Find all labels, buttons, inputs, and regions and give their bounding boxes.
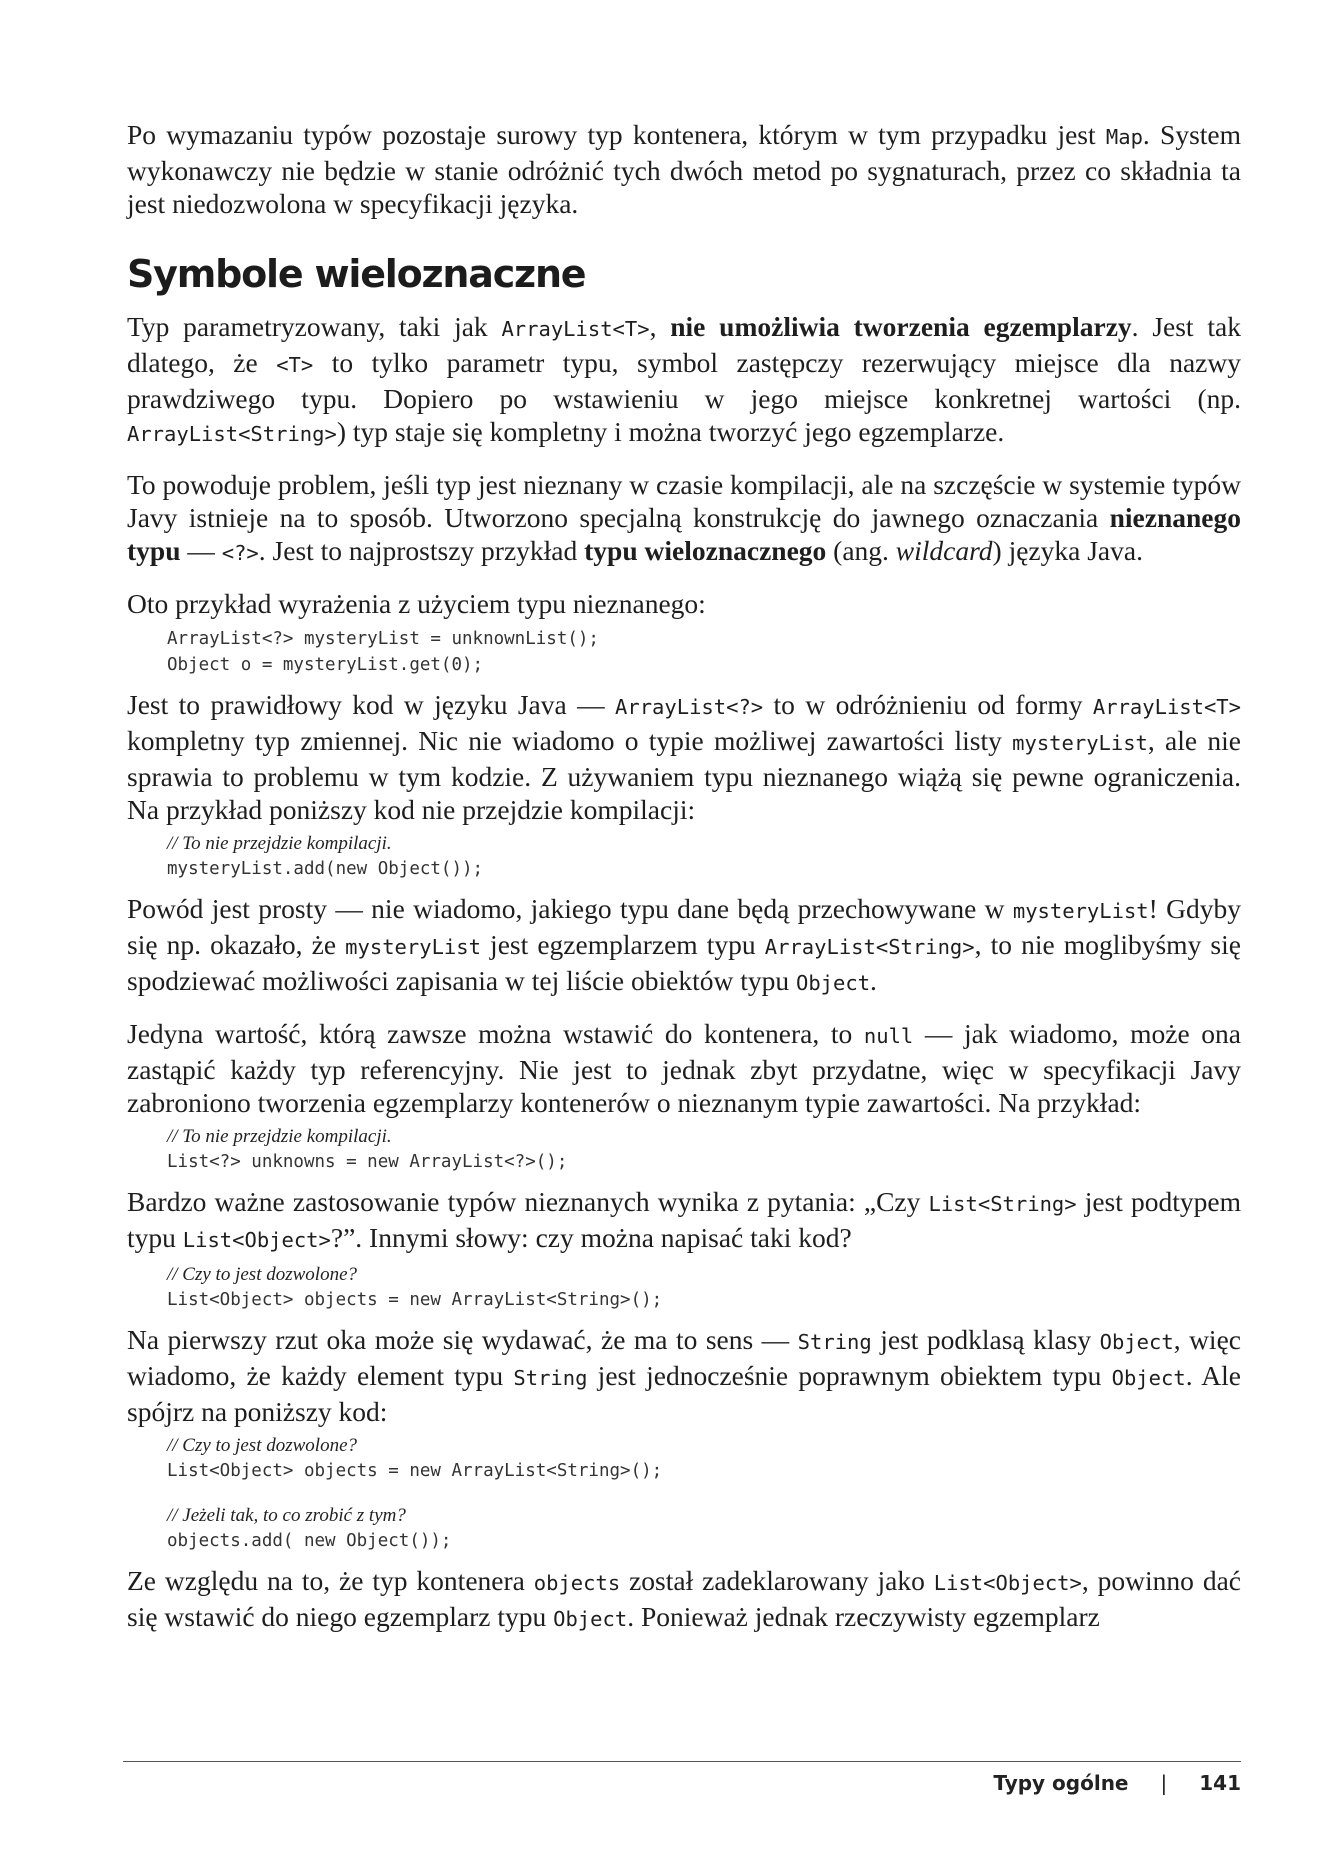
text: jest podklasą klasy [871,1324,1100,1355]
paragraph-4: Oto przykład wyrażenia z użyciem typu nieznanego: [127,588,706,619]
page-footer [993,1771,1241,1795]
text: Jedyna wartość, którą zawsze można wstawić do kontenera, to [127,1018,864,1049]
inline-code: <?> [221,541,259,565]
footer-section-title: Typy ogólne [993,1771,1129,1795]
code-line: List<?> unknowns = new ArrayList<?>(); [167,1152,568,1172]
text: Typ parametryzowany, taki jak [127,311,502,342]
section-heading: Symbole wieloznaczne [127,252,586,296]
text: ! Gdyby się np. okazało, że [127,893,1241,960]
inline-code: ArrayList<String> [764,935,975,959]
inline-code: mysteryList [1012,899,1149,923]
code-comment: // To nie przejdzie kompilacji. [167,1126,392,1147]
bold-text: typu wieloznacznego [584,535,827,566]
inline-code: ArrayList<T> [501,317,650,341]
text: Bardzo ważne zastosowanie typów nieznanych wynika z pytania: „Czy [127,1186,929,1217]
paragraph-6 [127,892,1241,1000]
code-comment: // Czy to jest dozwolone? [167,1435,357,1456]
inline-code: ArrayList<T> [1092,695,1241,719]
paragraph-5 [127,688,1241,826]
text: — [180,535,222,566]
text: ) typ staje się kompletny i można tworzyć jego egzemplarze. [336,416,1005,447]
inline-code: List<String> [928,1192,1077,1216]
text: . Jest to najprostszy przykład [258,535,585,566]
paragraph-8 [127,1185,1241,1257]
text: ) języka Java. [992,535,1143,566]
code-line: List<Object> objects = new ArrayList<String>(); [167,1290,663,1310]
text: — jak wiadomo, może ona zastąpić każdy typ referencyjny. Nie jest to jednak zbyt przydatne, więc w specyfikacji Javy zabroniono tworzenia egzemplarzy kontenerów o nieznanym typie zawartości. Na przykład: [127,1018,1241,1118]
inline-code: List<Object> [182,1228,331,1252]
page-body [127,118,1241,1636]
inline-code: mysteryList [345,935,481,959]
inline-code: ArrayList<?> [615,695,764,719]
code-block-2 [167,832,1241,882]
text: kompletny typ zmiennej. Nic nie wiadomo o typie możliwej zawartości listy [127,725,1013,756]
text: . System wykonawczy nie będzie w stanie odróżnić tych dwóch metod po sygnaturach, przez co składnia ta jest niedozwolona w specyfikacji języka. [127,119,1242,219]
text: . Ponieważ jednak rzeczywisty egzemplarz [627,1601,1100,1632]
inline-code: objects [533,1571,621,1595]
text: , więc wiadomo, że każdy element typu [127,1324,1241,1391]
code-comment: // Jeżeli tak, to co zrobić z tym? [167,1505,406,1526]
text: został zadeklarowany jako [620,1565,934,1596]
code-line: mysteryList.add(new Object()); [167,859,484,879]
inline-code: mysteryList [1012,731,1148,755]
inline-code: ArrayList<String> [127,422,337,446]
text: , powinno dać się wstawić do niego egzemplarz typu [127,1565,1241,1632]
code-block-5 [167,1434,1241,1554]
inline-code: Object [1099,1330,1174,1354]
text: to w odróżnieniu od formy [763,689,1093,720]
text: . Jest tak dlatego, że [127,311,1241,378]
text: . Ale spójrz na poniższy kod: [127,1360,1241,1427]
text: Na pierwszy rzut oka może się wydawać, że ma to sens — [127,1324,798,1355]
code-comment: // To nie przejdzie kompilacji. [167,833,392,854]
text: , to nie moglibyśmy się spodziewać możliwości zapisania w tej liście obiektów typu [127,929,1241,996]
inline-code: Object [1111,1366,1186,1390]
text: ?”. Innymi słowy: czy można napisać taki kod? [330,1222,852,1253]
code-line: Object o = mysteryList.get(0); [167,655,484,675]
text: Powód jest prosty — nie wiadomo, jakiego typu dane będą przechowywane w [127,893,1013,924]
inline-code: List<Object> [933,1571,1082,1595]
paragraph-7 [127,1017,1241,1119]
code-blank-line [167,1484,1241,1504]
text: , ale nie sprawia to problemu w tym kodzie. Z używaniem typu nieznanego wiążą się pewne ograniczenia. Na przykład poniższy kod nie przejdzie kompilacji: [127,725,1241,825]
inline-code: String [513,1366,588,1390]
text: Jest to prawidłowy kod w języku Java — [127,689,616,720]
bold-text: nieznanego typu [127,502,1241,566]
code-line: ArrayList<?> mysteryList = unknownList(); [167,629,599,649]
inline-code: Object [795,971,871,995]
code-comment: // Czy to jest dozwolone? [167,1264,357,1285]
inline-code: <T> [276,353,314,377]
code-block-4 [167,1263,1241,1313]
text: , [649,311,671,342]
inline-code: Object [553,1607,628,1631]
code-block-3 [167,1125,1241,1175]
footer-separator: | [1160,1771,1168,1795]
text: jest podtypem typu [127,1186,1241,1253]
page-number: 141 [1199,1771,1241,1795]
text: to tylko parametr typu, symbol zastępczy rezerwujący miejsce dla nazwy prawdziwego typu. Dopiero po wstawieniu w jego miejsce konkretnej wartości (np. [127,347,1241,414]
paragraph-10 [127,1564,1241,1636]
inline-code: String [797,1330,872,1354]
inline-code: null [863,1024,914,1048]
code-block-1 [167,626,1241,678]
code-line: objects.add( new Object()); [167,1531,452,1551]
inline-code: Map [1105,125,1143,149]
code-line: List<Object> objects = new ArrayList<String>(); [167,1461,663,1481]
paragraph-9 [127,1323,1241,1428]
text: Po wymazaniu typów pozostaje surowy typ kontenera, którym w tym przypadku jest [127,119,1106,150]
text: jest egzemplarzem typu [480,929,765,960]
text: . [870,965,877,996]
italic-text: wildcard [895,535,993,566]
text: (ang. [826,535,896,566]
text: Ze względu na to, że typ kontenera [127,1565,534,1596]
text: To powoduje problem, jeśli typ jest nieznany w czasie kompilacji, ale na szczęście w systemie typów Javy istnieje na to sposób. Utworzono specjalną konstrukcję do jawnego oznaczania [127,469,1241,533]
paragraph-1 [127,118,1241,220]
text: jest jednocześnie poprawnym obiektem typu [587,1360,1112,1391]
footer-divider [123,1761,1241,1762]
paragraph-3 [127,468,1241,570]
paragraph-2 [127,310,1241,451]
bold-text: nie umożliwia tworzenia egzemplarzy [670,311,1132,342]
